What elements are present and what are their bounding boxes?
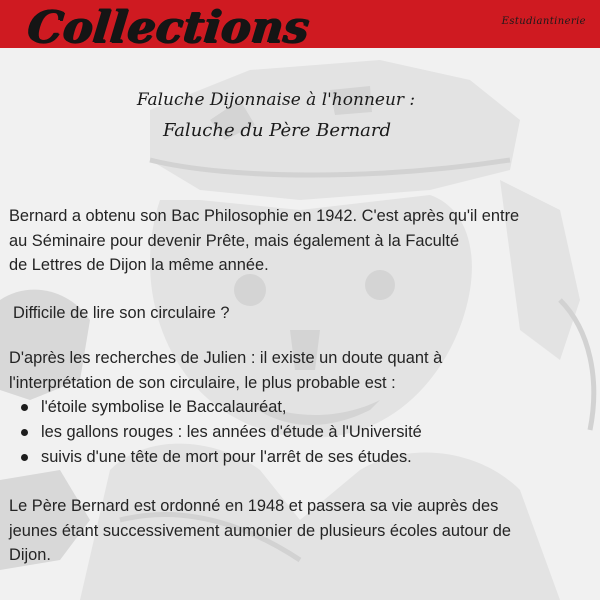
paragraph-line: Le Père Bernard est ordonné en 1948 et passera sa vie auprès des — [9, 497, 499, 515]
paragraph-line: jeunes étant successivement aumonier de plusieurs écoles autour de — [9, 521, 512, 540]
paragraph-line: de Lettres de Dijon la même année. — [9, 256, 269, 274]
signature-text: Estudiantinerie — [501, 16, 586, 27]
paragraph-line: D'après les recherches de Julien : il existe un doute quant à — [9, 349, 443, 367]
paragraph-line: Dijon. — [9, 546, 51, 564]
bullet-icon — [21, 454, 28, 461]
article-body — [9, 204, 597, 568]
interpretation-list — [9, 395, 597, 470]
paragraph-ordination — [9, 494, 597, 568]
paragraph-line: au Séminaire pour devenir Prête, mais également à la Faculté — [9, 231, 460, 250]
list-item: suivis d'une tête de mort pour l'arrêt de ses études. — [9, 445, 597, 470]
subtitle — [0, 90, 550, 141]
paragraph-research — [9, 346, 597, 395]
subtitle-line-1: Faluche Dijonnaise à l'honneur : — [136, 90, 416, 110]
paragraph-line: Bernard a obtenu son Bac Philosophie en 1942. C'est après qu'il entre — [9, 207, 520, 225]
question-text: Difficile de lire son circulaire ? — [13, 303, 230, 322]
bullet-icon — [21, 429, 28, 436]
list-item: l'étoile symbolise le Baccalauréat, — [9, 395, 597, 420]
bullet-icon — [21, 404, 28, 411]
paragraph-line: l'interprétation de son circulaire, le plus probable est : — [9, 373, 396, 392]
subtitle-line-2: Faluche du Père Bernard — [162, 120, 392, 141]
paragraph-bac — [9, 204, 597, 278]
list-item: les gallons rouges : les années d'étude à l'Université — [9, 420, 597, 445]
collections-logo: Collections — [25, 2, 312, 53]
